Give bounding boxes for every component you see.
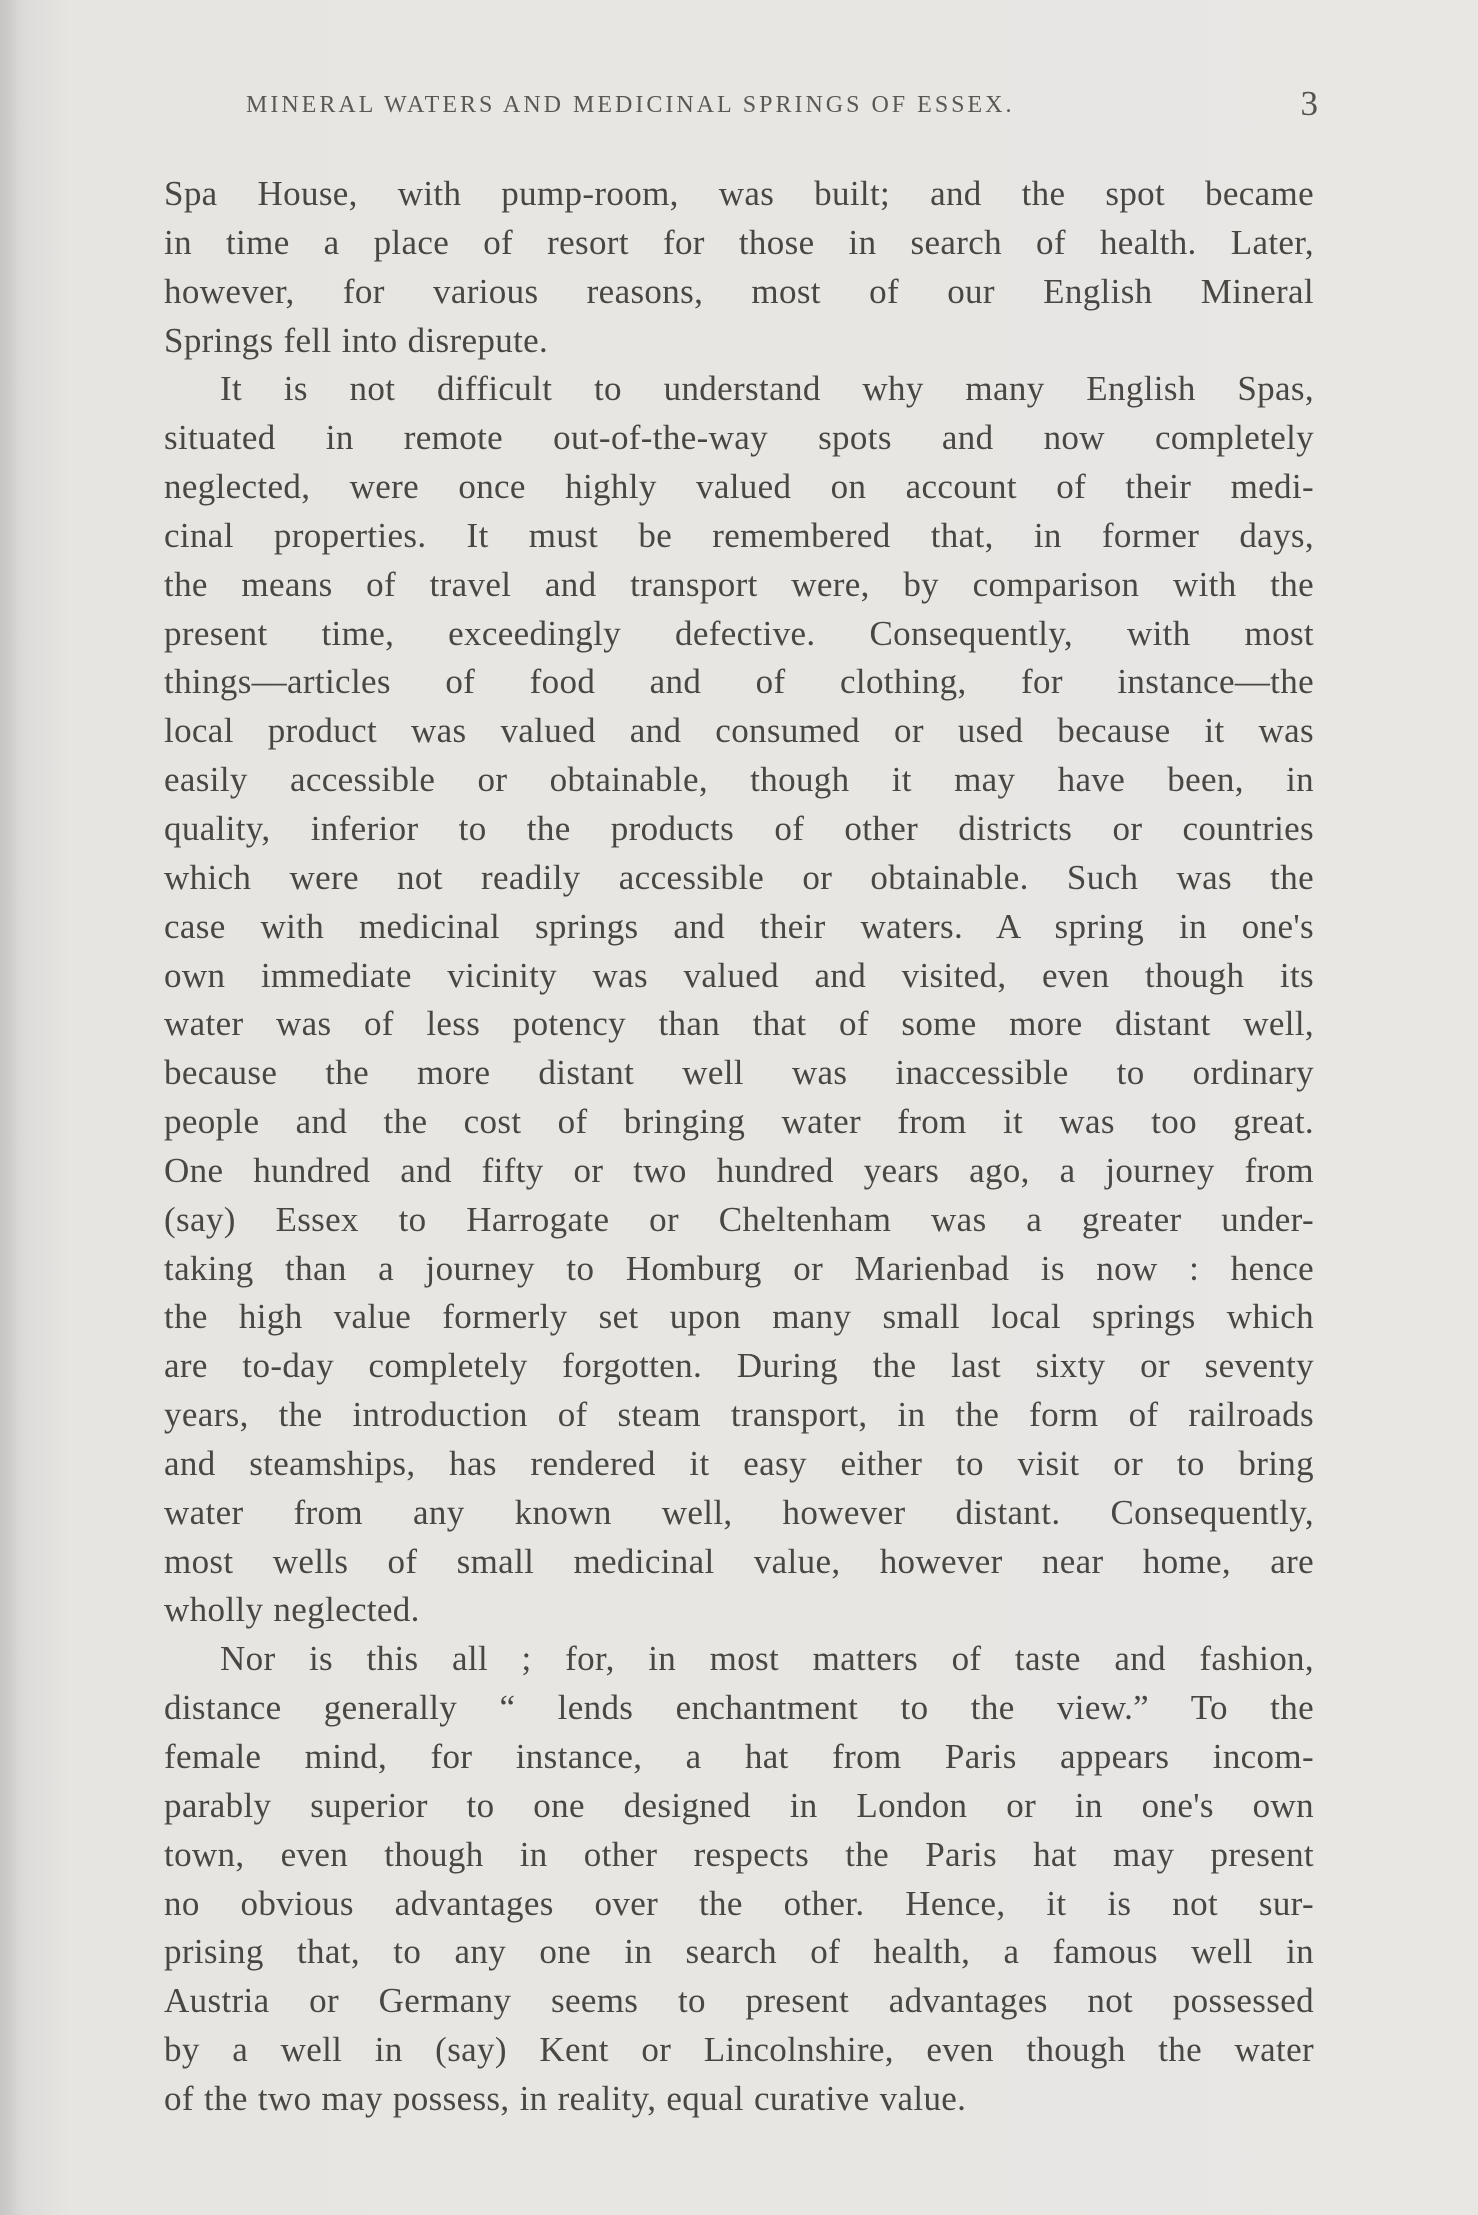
text-line: local product was valued and consumed or used because it was bbox=[164, 711, 1314, 751]
text-line: own immediate vicinity was valued and visited, even though its bbox=[164, 955, 1314, 995]
text-line: of the two may possess, in reality, equal curative value. bbox=[164, 2078, 967, 2118]
text-line: however, for various reasons, most of our English Mineral bbox=[164, 271, 1314, 311]
text-line: Austria or Germany seems to present advantages not possessed bbox=[164, 1981, 1314, 2021]
body-text bbox=[164, 170, 1314, 2124]
text-line: cinal properties. It must be remembered that, in former days, bbox=[164, 515, 1314, 555]
text-line: It is not difficult to understand why many English Spas, bbox=[220, 369, 1314, 409]
text-line: no obvious advantages over the other. Hence, it is not sur- bbox=[164, 1883, 1314, 1923]
page-binding-shadow bbox=[0, 0, 18, 2215]
text-line: distance generally “ lends enchantment to the view.” To the bbox=[164, 1688, 1314, 1728]
text-line: because the more distant well was inaccessible to ordinary bbox=[164, 1053, 1314, 1093]
running-head: MINERAL WATERS AND MEDICINAL SPRINGS OF ESSEX. bbox=[246, 92, 1015, 118]
text-line: Spa House, with pump-room, was built; and the spot became bbox=[164, 174, 1314, 213]
text-line: most wells of small medicinal value, however near home, are bbox=[164, 1541, 1314, 1581]
text-line: in time a place of resort for those in search of health. Later, bbox=[164, 222, 1314, 262]
text-line: easily accessible or obtainable, though it may have been, in bbox=[164, 760, 1314, 800]
text-line: quality, inferior to the products of other districts or countries bbox=[164, 808, 1314, 848]
text-line: case with medicinal springs and their waters. A spring in one's bbox=[164, 906, 1314, 946]
text-line: which were not readily accessible or obtainable. Such was the bbox=[164, 857, 1314, 897]
page-header bbox=[246, 84, 1318, 134]
text-line: things—articles of food and of clothing, for instance—the bbox=[164, 662, 1314, 702]
text-line: by a well in (say) Kent or Lincolnshire, even though the water bbox=[164, 2030, 1314, 2070]
text-line: One hundred and fifty or two hundred years ago, a journey from bbox=[164, 1150, 1314, 1190]
text-line: the means of travel and transport were, by comparison with the bbox=[164, 564, 1314, 604]
text-line: are to-day completely forgotten. During the last sixty or seventy bbox=[164, 1346, 1314, 1386]
text-line: water was of less potency than that of some more distant well, bbox=[164, 1004, 1314, 1044]
text-line: wholly neglected. bbox=[164, 1590, 420, 1630]
text-line: Nor is this all ; for, in most matters of taste and fashion, bbox=[220, 1639, 1314, 1679]
text-line: present time, exceedingly defective. Consequently, with most bbox=[164, 613, 1314, 653]
text-line: people and the cost of bringing water from it was too great. bbox=[164, 1102, 1314, 1142]
text-line: town, even though in other respects the Paris hat may present bbox=[164, 1834, 1314, 1874]
text-line: water from any known well, however distant. Consequently, bbox=[164, 1492, 1314, 1532]
text-line: the high value formerly set upon many small local springs which bbox=[164, 1297, 1314, 1337]
text-line: years, the introduction of steam transport, in the form of railroads bbox=[164, 1395, 1314, 1435]
text-line: parably superior to one designed in London or in one's own bbox=[164, 1785, 1314, 1825]
text-line: prising that, to any one in search of health, a famous well in bbox=[164, 1932, 1314, 1972]
text-line: Springs fell into disrepute. bbox=[164, 320, 549, 360]
text-line: and steamships, has rendered it easy either to visit or to bring bbox=[164, 1443, 1314, 1483]
text-line: taking than a journey to Homburg or Marienbad is now : hence bbox=[164, 1248, 1314, 1288]
page-number: 3 bbox=[1300, 84, 1318, 123]
text-line: neglected, were once highly valued on account of their medi- bbox=[164, 467, 1314, 507]
text-line: (say) Essex to Harrogate or Cheltenham was a greater under- bbox=[164, 1199, 1314, 1239]
text-line: situated in remote out-of-the-way spots and now completely bbox=[164, 418, 1314, 458]
text-line: female mind, for instance, a hat from Paris appears incom- bbox=[164, 1737, 1314, 1776]
